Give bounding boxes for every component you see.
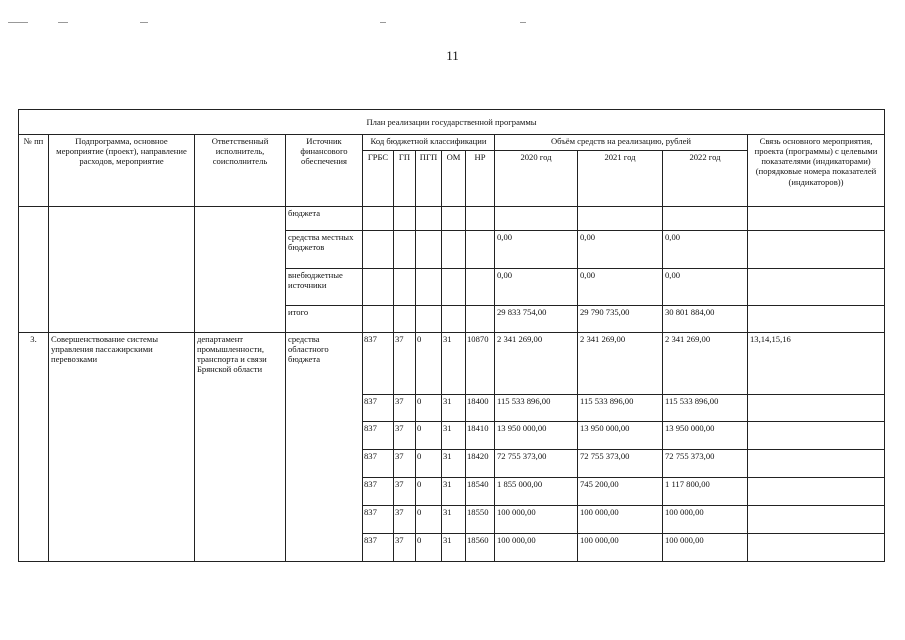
table-title-row [19, 110, 885, 135]
header-2020: 2020 год [495, 151, 578, 207]
value-2022: 2 341 269,00 [663, 333, 748, 395]
value-2020: 100 000,00 [495, 534, 578, 562]
om-cell: 31 [442, 478, 466, 506]
scan-artifact-line [8, 22, 28, 23]
gp-cell: 37 [394, 534, 416, 562]
grbs-cell: 837 [363, 478, 394, 506]
scan-artifact-line [380, 22, 386, 23]
indicators-cell: 13,14,15,16 [748, 333, 885, 395]
source-cell: бюджета [286, 207, 363, 231]
om-cell: 31 [442, 395, 466, 422]
nr-cell: 18420 [466, 450, 495, 478]
gp-cell: 37 [394, 333, 416, 395]
gp-cell: 37 [394, 395, 416, 422]
header-row [19, 135, 885, 151]
value-2020: 72 755 373,00 [495, 450, 578, 478]
pgp-cell: 0 [416, 450, 442, 478]
gp-cell: 37 [394, 450, 416, 478]
pgp-cell: 0 [416, 333, 442, 395]
value-2020: 0,00 [495, 231, 578, 269]
header-volume: Объём средств на реализацию, рублей [495, 135, 748, 151]
header-source: Источник финансового обеспечения [286, 135, 363, 207]
om-cell: 31 [442, 422, 466, 450]
value-2021: 0,00 [578, 269, 663, 306]
om-cell: 31 [442, 534, 466, 562]
scan-artifact-line [520, 22, 526, 23]
grbs-cell: 837 [363, 333, 394, 395]
value-2022: 72 755 373,00 [663, 450, 748, 478]
header-grbs: ГРБС [363, 151, 394, 207]
value-2021: 13 950 000,00 [578, 422, 663, 450]
empty-subprogram-cell [49, 207, 195, 333]
value-2021: 72 755 373,00 [578, 450, 663, 478]
value-2022: 100 000,00 [663, 506, 748, 534]
table-row [19, 207, 885, 231]
value-2022: 0,00 [663, 231, 748, 269]
nr-cell: 18550 [466, 506, 495, 534]
value-2021: 2 341 269,00 [578, 333, 663, 395]
value-2021 [578, 207, 663, 231]
grbs-cell: 837 [363, 534, 394, 562]
header-num: № пп [19, 135, 49, 207]
om-cell: 31 [442, 333, 466, 395]
value-2021: 100 000,00 [578, 506, 663, 534]
header-responsible: Ответственный исполнитель, соисполнитель [195, 135, 286, 207]
value-2020: 115 533 896,00 [495, 395, 578, 422]
header-nr: НР [466, 151, 495, 207]
value-2022 [663, 207, 748, 231]
value-2020: 29 833 754,00 [495, 306, 578, 333]
nr-cell: 18410 [466, 422, 495, 450]
nr-cell: 10870 [466, 333, 495, 395]
nr-cell: 18540 [466, 478, 495, 506]
source-cell: итого [286, 306, 363, 333]
header-pgp: ПГП [416, 151, 442, 207]
table-row [19, 333, 885, 395]
table-title: План реализации государственной программы [19, 110, 885, 135]
source-cell: внебюджетные источники [286, 269, 363, 306]
pgp-cell: 0 [416, 478, 442, 506]
value-2020: 0,00 [495, 269, 578, 306]
pgp-cell: 0 [416, 422, 442, 450]
value-2022: 0,00 [663, 269, 748, 306]
value-2022: 30 801 884,00 [663, 306, 748, 333]
value-2022: 1 117 800,00 [663, 478, 748, 506]
header-link: Связь основного мероприятия, проекта (программы) с целевыми показателями (индикаторами) (порядковые номера показателей (индикаторов)) [748, 135, 885, 207]
scan-artifact-line [58, 22, 68, 23]
value-2020: 2 341 269,00 [495, 333, 578, 395]
pgp-cell: 0 [416, 395, 442, 422]
grbs-cell: 837 [363, 450, 394, 478]
section-num: 3. [19, 333, 49, 562]
value-2020 [495, 207, 578, 231]
page-number: 11 [446, 48, 459, 63]
value-2022: 13 950 000,00 [663, 422, 748, 450]
value-2022: 115 533 896,00 [663, 395, 748, 422]
empty-responsible-cell [195, 207, 286, 333]
value-2021: 29 790 735,00 [578, 306, 663, 333]
value-2021: 745 200,00 [578, 478, 663, 506]
gp-cell: 37 [394, 478, 416, 506]
section-name: Совершенствование системы управления пассажирскими перевозками [49, 333, 195, 562]
grbs-cell: 837 [363, 422, 394, 450]
om-cell: 31 [442, 506, 466, 534]
source-cell: средства местных бюджетов [286, 231, 363, 269]
header-om: ОМ [442, 151, 466, 207]
header-budget-code: Код бюджетной классификации [363, 135, 495, 151]
grbs-cell: 837 [363, 506, 394, 534]
value-2022: 100 000,00 [663, 534, 748, 562]
value-2020: 1 855 000,00 [495, 478, 578, 506]
empty-num-cell [19, 207, 49, 333]
gp-cell: 37 [394, 422, 416, 450]
header-2021: 2021 год [578, 151, 663, 207]
om-cell: 31 [442, 450, 466, 478]
section-source: средства областного бюджета [286, 333, 363, 562]
nr-cell: 18400 [466, 395, 495, 422]
value-2021: 115 533 896,00 [578, 395, 663, 422]
value-2021: 100 000,00 [578, 534, 663, 562]
nr-cell: 18560 [466, 534, 495, 562]
grbs-cell: 837 [363, 395, 394, 422]
section-responsible: департамент промышленности, транспорта и связи Брянской области [195, 333, 286, 562]
header-subprogram: Подпрограмма, основное мероприятие (проект), направление расходов, мероприятие [49, 135, 195, 207]
header-2022: 2022 год [663, 151, 748, 207]
pgp-cell: 0 [416, 534, 442, 562]
program-plan-table [18, 109, 885, 562]
pgp-cell: 0 [416, 506, 442, 534]
value-2021: 0,00 [578, 231, 663, 269]
header-gp: ГП [394, 151, 416, 207]
value-2020: 13 950 000,00 [495, 422, 578, 450]
gp-cell: 37 [394, 506, 416, 534]
value-2020: 100 000,00 [495, 506, 578, 534]
scan-artifact-line [140, 22, 148, 23]
